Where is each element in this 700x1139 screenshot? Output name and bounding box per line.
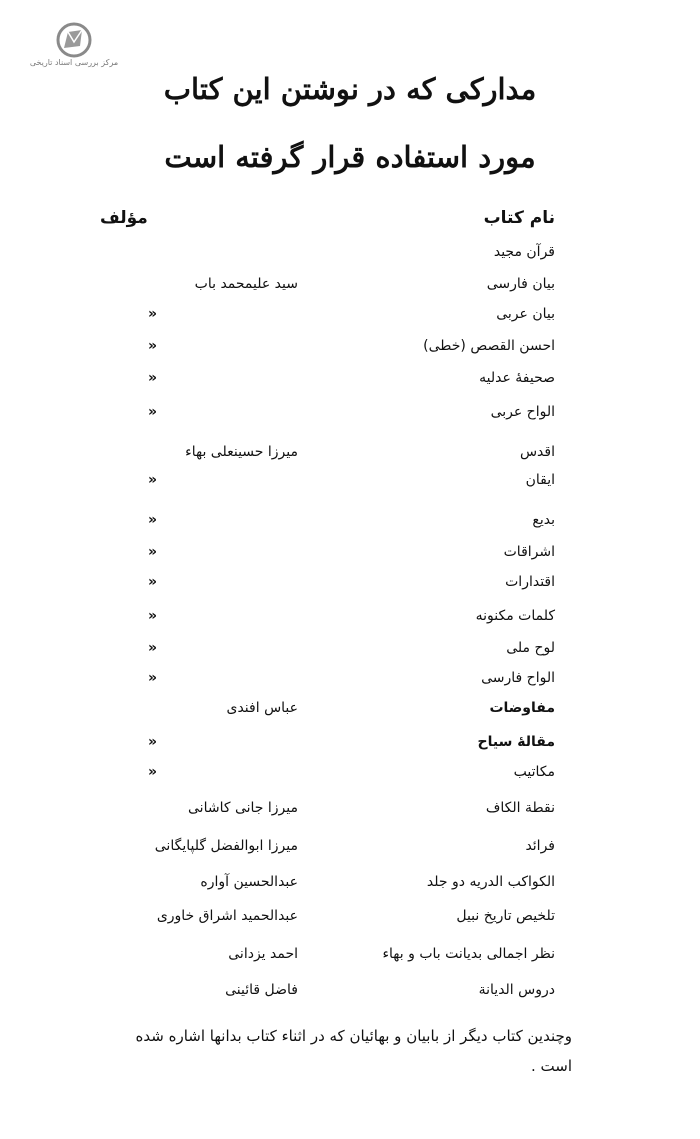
book-title: فرائد bbox=[525, 838, 555, 854]
book-title: مکاتیب bbox=[513, 764, 555, 780]
ditto-mark: » bbox=[148, 734, 158, 750]
ditto-mark: » bbox=[148, 640, 158, 656]
bibliography-row bbox=[0, 838, 700, 866]
ditto-mark: » bbox=[148, 472, 158, 488]
ditto-mark: » bbox=[148, 764, 158, 780]
author-name: عباس افندی bbox=[226, 700, 298, 716]
author-name: میرزا ابوالفضل گلپایگانی bbox=[154, 838, 298, 854]
book-title: الواح فارسی bbox=[481, 670, 555, 686]
bibliography-row bbox=[0, 946, 700, 974]
book-title: الواح عربی bbox=[490, 404, 555, 420]
bibliography-row bbox=[0, 276, 700, 304]
bibliography-row bbox=[0, 908, 700, 936]
bibliography-row bbox=[0, 982, 700, 1010]
bibliography-row bbox=[0, 472, 700, 500]
book-title: تلخیص تاریخ نبیل bbox=[456, 908, 555, 924]
author-name: میرزا حسینعلی بهاء bbox=[185, 444, 298, 460]
author-name: میرزا جانی کاشانی bbox=[188, 800, 298, 816]
ditto-mark: » bbox=[148, 338, 158, 354]
bibliography-row bbox=[0, 306, 700, 334]
book-title: الکواکب الدریه دو جلد bbox=[426, 874, 555, 890]
bibliography-row bbox=[0, 404, 700, 432]
book-title: قرآن مجید bbox=[493, 244, 555, 260]
bibliography-row bbox=[0, 574, 700, 602]
author-name: عبدالحسین آواره bbox=[200, 874, 298, 890]
book-title: اقدس bbox=[519, 444, 555, 460]
bibliography-row bbox=[0, 512, 700, 540]
book-title: بدیع bbox=[532, 512, 555, 528]
book-title: کلمات مکنونه bbox=[475, 608, 555, 624]
ditto-mark: » bbox=[148, 670, 158, 686]
bibliography-row bbox=[0, 734, 700, 762]
ditto-mark: » bbox=[148, 544, 158, 560]
page-title-line-1: مدارکی که در نوشتن این کتاب bbox=[163, 72, 537, 106]
book-title: دروس الدیانة bbox=[478, 982, 555, 998]
page-title-line-2: مورد استفاده قرار گرفته است bbox=[164, 140, 536, 174]
archive-logo-icon bbox=[28, 22, 120, 60]
ditto-mark: » bbox=[148, 370, 158, 386]
book-title: نقطة الکاف bbox=[485, 800, 555, 816]
book-title: احسن القصص (خطی) bbox=[423, 338, 555, 354]
book-title: بیان عربی bbox=[496, 306, 555, 322]
book-title: نظر اجمالی بدیانت باب و بهاء bbox=[382, 946, 555, 962]
book-title: ایقان bbox=[525, 472, 555, 488]
ditto-mark: » bbox=[148, 574, 158, 590]
bibliography-row bbox=[0, 670, 700, 698]
ditto-mark: » bbox=[148, 306, 158, 322]
column-header-book: نام کتاب bbox=[483, 208, 555, 228]
book-title: اشراقات bbox=[503, 544, 555, 560]
book-title: صحیفهٔ عدلیه bbox=[479, 370, 555, 386]
bibliography-row bbox=[0, 608, 700, 636]
book-title: مفاوضات bbox=[489, 700, 555, 716]
book-title: اقتدارات bbox=[505, 574, 555, 590]
column-header-author: مؤلف bbox=[100, 208, 148, 228]
bibliography-row bbox=[0, 764, 700, 792]
author-name: سید علیمحمد باب bbox=[194, 276, 298, 292]
bibliography-row bbox=[0, 544, 700, 572]
author-name: فاضل قائینی bbox=[225, 982, 298, 998]
book-title: لوح ملی bbox=[506, 640, 555, 656]
bibliography-row bbox=[0, 338, 700, 366]
bibliography-row bbox=[0, 800, 700, 828]
ditto-mark: » bbox=[148, 404, 158, 420]
author-name: عبدالحمید اشراق خاوری bbox=[156, 908, 298, 924]
watermark-text: مرکز بررسی اسناد تاریخی bbox=[29, 58, 119, 67]
bibliography-row bbox=[0, 700, 700, 728]
bibliography-row bbox=[0, 640, 700, 668]
closing-note: وچندین کتاب دیگر از بابیان و بهائیان که در اثناء کتاب بدانها اشاره شده است . bbox=[135, 1027, 572, 1075]
author-name: احمد یزدانی bbox=[228, 946, 298, 962]
ditto-mark: » bbox=[148, 512, 158, 528]
book-title: مقالهٔ سیاح bbox=[477, 734, 555, 750]
bibliography-row bbox=[0, 874, 700, 902]
watermark bbox=[28, 22, 120, 72]
bibliography-row bbox=[0, 370, 700, 398]
book-title: بیان فارسی bbox=[486, 276, 555, 292]
bibliography-row bbox=[0, 444, 700, 472]
bibliography-row bbox=[0, 244, 700, 272]
ditto-mark: » bbox=[148, 608, 158, 624]
